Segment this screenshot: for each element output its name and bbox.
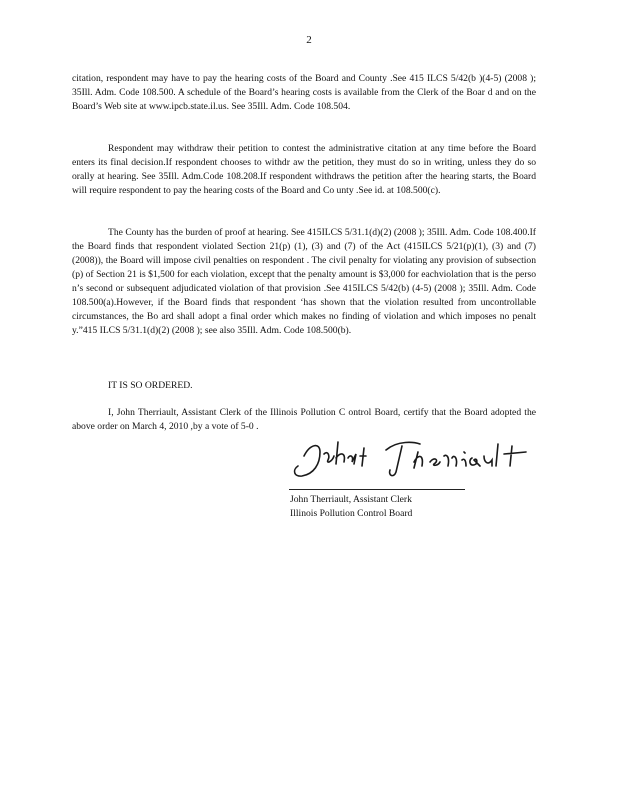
paragraph-burden-of-proof: The County has the burden of proof at hearing. See 415ILCS 5/31.1(d)(2) (2008 ); 35Ill. Adm. Code 108.400.If the Board finds that respondent violated Section 21(p) (1), (3) and (7) of the Act (415ILCS 5/21(p)(1), (3) and (7) (2008)), the Board will impose civil penalties on respondent . The civil penalty for violating any provision of subsection (p) of Section 21 is $1,500 for each violation, except that the penalty amount is $3,000 for eachviolation that is the perso n’s second or subsequent adjudicated violation of that provision .See 415ILCS 5/42(b) (4-5) (2008 ); 35Ill. Adm. Code 108.500(a).However, if the Board finds that respondent ‘has shown that the violation resulted from uncontrollable circumstances, the Bo ard shall adopt a final order which makes no finding of violation and which imposes no penalt y.”415 ILCS 5/31.1(d)(2) (2008 ); see also 35Ill. Adm. Code 108.500(b). (72, 227, 536, 336)
signer-name-title: John Therriault, Assistant Clerk (290, 494, 412, 505)
signer-organization: Illinois Pollution Control Board (290, 508, 413, 519)
paragraph-withdraw-petition: Respondent may withdraw their petition to contest the administrative citation at any time before the Board enters its final decision.If respondent chooses to withdr aw the petition, they must do so in writing, unless they do so orally at hearing. See 35Ill. Adm.Code 108.208.If respondent withdraws the petition after the hearing starts, the Board will require respondent to pay the hearing costs of the Board and Co unty .See id. at 108.500(c). (72, 143, 536, 196)
handwritten-signature (290, 432, 530, 484)
paragraph-certification: I, John Therriault, Assistant Clerk of the Illinois Pollution C ontrol Board, certify that the Board adopted the above order on March 4, 2010 ,by a vote of 5-0 . (72, 407, 536, 432)
page-number: 2 (306, 34, 312, 46)
signature-line (289, 489, 465, 490)
paragraph-hearing-costs: citation, respondent may have to pay the hearing costs of the Board and County .See 415 ILCS 5/42(b )(4-5) (2008 ); 35Ill. Adm. Code 108.500. A schedule of the Board’s hearing costs is available from the Clerk of the Boar d and on the Board’s Web site at www.ipcb.state.il.us. See 35Ill. Adm. Code 108.504. (72, 73, 536, 112)
so-ordered: IT IS SO ORDERED. (108, 380, 193, 391)
